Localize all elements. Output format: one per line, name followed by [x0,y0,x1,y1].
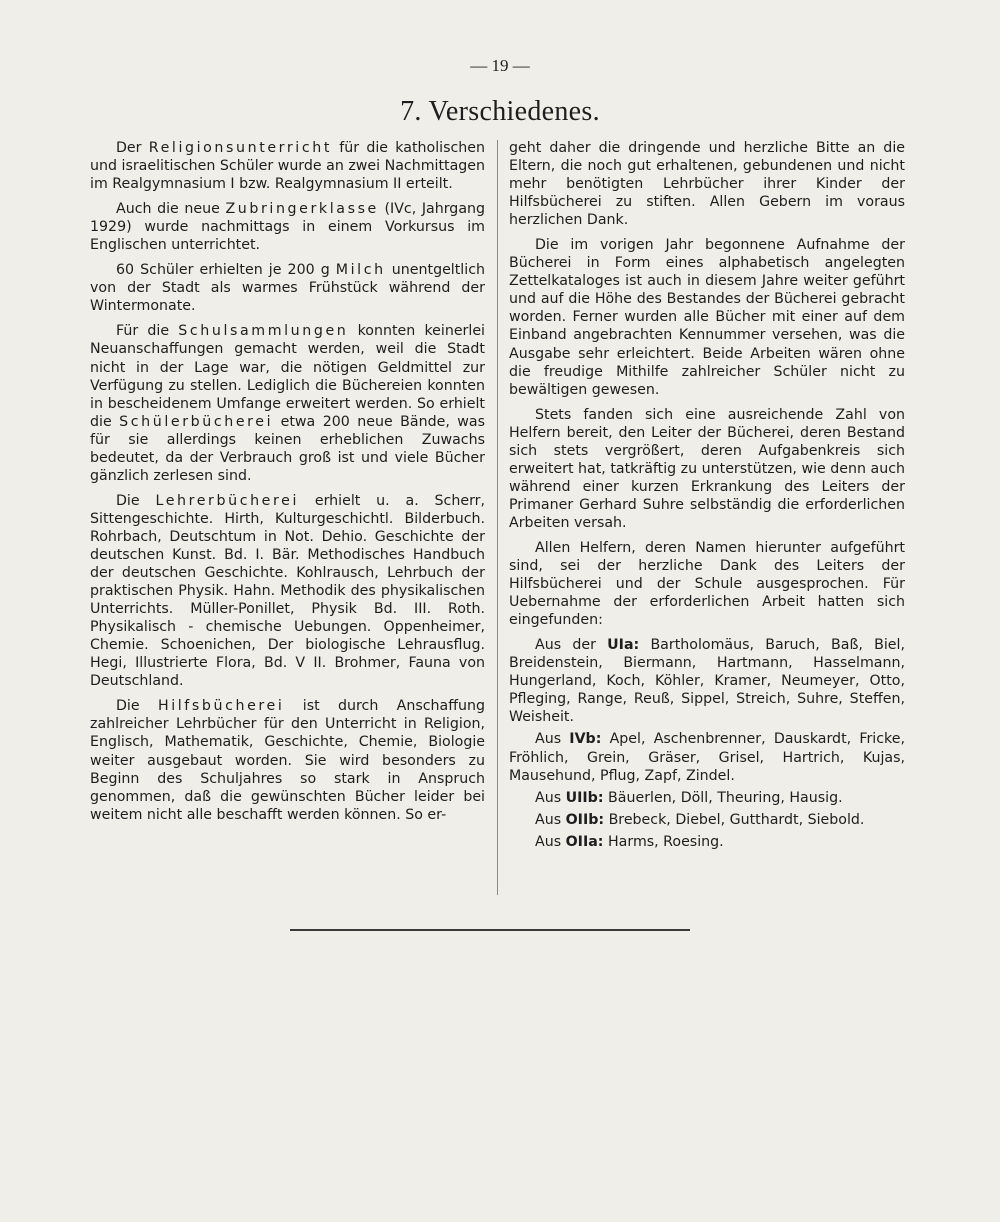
paragraph-zubringerklasse [90,200,485,254]
helper-entry [509,789,905,807]
paragraph-dank: Allen Helfern, deren Namen hierunter aufgeführt sind, sei der herzliche Dank des Leiters der Hilfsbücherei und der Schule ausgesprochen. Für Uebernahme der erforderlichen Arbeit hatten sich eingefunden: [509,539,905,629]
text: für die katholischen und israelitischen Schüler wurde an zwei Nachmittagen im Realgymnasium I bzw. Realgymnasium II erteilt. [90,140,485,193]
text: Aus [535,811,566,828]
right-column [509,139,905,855]
text: etwa 200 neue Bände, was für sie allerdings keinen erheblichen Zuwachs bedeutet, da der Verbrauch groß ist und viele Bücher gänzlich zerlesen sind. [90,413,486,484]
text: Auch die neue [116,201,226,218]
section-end-rule [290,929,690,931]
paragraph-milch [90,261,485,315]
text: Bäuerlen, Döll, Theuring, Hausig. [603,789,843,806]
paragraph-helfer: Stets fanden sich eine ausreichende Zahl von Helfern bereit, den Leiter der Bücherei, deren Bestand sich stets vergrößert, deren Aufgabenkreis sich erweitert hat, tatkräftig zu unterstützen, wie denn auch während einer kurzen Erkrankung des Leiters der Primaner Gerhard Suhre selbständig die erforderlichen Arbeiten versah. [509,406,905,531]
paragraph-bitte: geht daher die dringende und herzliche Bitte an die Eltern, die noch gut erhaltenen, gebundenen und nicht mehr benötigten Lehrbücher ihrer Kinder der Hilfsbücherei zu stiften. Allen Gebern im voraus herzlichen Dank. [509,140,905,229]
spaced-term: Zubringerklasse [225,201,379,218]
class-label: OIIb: [565,811,605,828]
paragraph-lehrerbuecherei [90,492,485,691]
helper-list [509,636,905,851]
class-label: UIa: [607,637,640,654]
text: Die [116,492,156,509]
text: Bartholomäus, Baruch, Baß, Biel, Breidenstein, Biermann, Hartmann, Hasselmann, Hungerland, Koch, Köhler, Kramer, Neumeyer, Otto, Pfleging, Range, Reuß, Sippel, Streich, Suhre, Steffen, Weisheit. [509,637,905,726]
helper-entry [509,636,905,726]
text: Brebeck, Diebel, Gutthardt, Siebold. [604,811,865,828]
text: Für die [116,323,179,340]
section-title: 7. Verschiedenes. [400,96,600,127]
text: Aus [535,731,570,748]
text: unentgeltlich von der Stadt als warmes Frühstück während der Wintermonate. [90,262,485,315]
helper-entry [509,833,905,851]
text: (IVc, Jahrgang 1929) wurde nachmittags in einem Vorkursus im Englischen unterrichtet. [90,201,486,254]
text: Apel, Aschenbrenner, Dauskardt, Fricke, Fröhlich, Grein, Gräser, Grisel, Hartrich, Kujas, Mausehund, Pflug, Zapf, Zindel. [509,731,905,784]
page-number: — 19 — [470,56,530,75]
class-label: OIIa: [565,833,604,850]
class-label: UIIb: [565,789,604,806]
paragraph-religion [90,139,485,193]
text: Aus [535,833,566,850]
helper-entry [509,730,905,784]
spaced-term: Schülerbücherei [119,413,274,430]
spaced-term: Schulsammlungen [178,323,349,340]
column-divider [497,140,498,895]
text: Der [116,140,149,156]
paragraph-zettelkatalog: Die im vorigen Jahr begonnene Aufnahme der Bücherei in Form eines alphabetisch angelegten Zettelkataloges ist auch in diesem Jahre weiter geführt und auf die Höhe des Bestandes der Bücherei gebracht worden. Ferner wurden alle Bücher mit einer auf dem Einband angebrachten Kennummer versehen, was die Ausgabe sehr erleichtert. Beide Arbeiten wären ohne die freudige Mithilfe zahlreicher Schüler nicht zu bewältigen gewesen. [509,237,905,398]
spaced-term: Milch [335,262,386,279]
text: ist durch Anschaffung zahlreicher Lehrbücher für den Unterricht in Religion, Englisch, Mathematik, Geschichte, Chemie, Biologie weiter ausgebaut worden. Sie wird besonders zu Beginn des Schuljahres so stark in Anspruch genommen, daß die gewünschten Bücher leider bei weitem nicht alle beschafft werden können. So er- [90,698,486,823]
spaced-term: Lehrerbücherei [155,492,300,509]
class-label: IVb: [569,731,602,748]
text: konnten keinerlei Neuanschaffungen gemacht werden, weil die Stadt nicht in der Lage war, die nötigen Geldmittel zur Verfügung zu stellen. Lediglich die Büchereien konnten in bescheidenem Umfange erweitert werden. So erhielt die [90,323,485,430]
paragraph-hilfsbuecherei [90,697,485,823]
text: Die [116,698,158,715]
text: Aus [535,789,566,806]
helper-entry [509,811,905,829]
text: Harms, Roesing. [603,833,724,850]
text: 60 Schüler erhielten je 200 g [116,262,336,279]
spaced-term: Religionsunterricht [148,140,332,156]
text: Aus der [535,637,608,654]
paragraph-schulsammlungen [90,322,485,484]
spaced-term: Hilfsbücherei [157,698,285,715]
text: erhielt u. a. Scherr, Sittengeschichte. Hirth, Kulturgeschichtl. Bilderbuch. Rohrbach, Deutschtum in Not. Dehio. Geschichte der deutschen Kunst. Bd. I. Bär. Methodisches Handbuch der deutschen Geschichte. Kohlrausch, Lehrbuch der praktischen Physik. Hahn. Methodik des physikalischen Unterrichts. Müller-Ponillet, Physik Bd. III. Roth. Physikalisch - chemische Uebungen. Oppenheimer, Chemie. Schoenichen, Der biologische Lehrausflug. Hegi, Illustrierte Flora, Bd. V II. Brohmer, Fauna von Deutschland. [90,492,485,690]
left-column [90,139,485,831]
